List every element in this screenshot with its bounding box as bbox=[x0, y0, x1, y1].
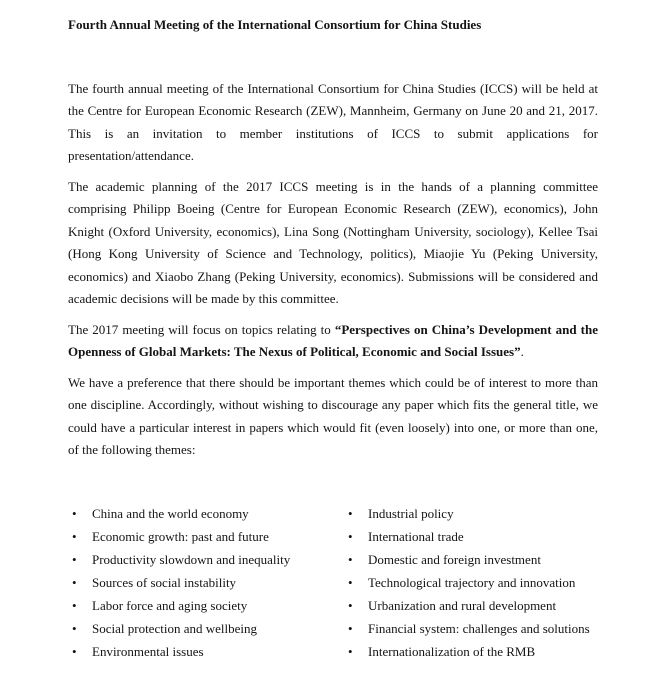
theme-label: International trade bbox=[368, 528, 464, 544]
bullet-icon: • bbox=[348, 505, 353, 521]
focus-theme-title: “Perspectives on China’s Development and the Openness of Global Markets: The Nexus of Political, Economic and Social Issues” bbox=[68, 321, 598, 359]
bullet-icon: • bbox=[348, 574, 353, 590]
bullet-icon: • bbox=[72, 505, 77, 521]
bullet-icon: • bbox=[348, 597, 353, 613]
themes-column-left bbox=[68, 502, 348, 663]
list-item bbox=[348, 525, 598, 548]
paragraph-planning-committee: The academic planning of the 2017 ICCS meeting is in the hands of a planning committee comprising Philipp Boeing (Centre for European Economic Research (ZEW), economics), John Knight (Oxford University, economics), Lina Song (Nottingham University, sociology), Kellee Tsai (Hong Kong University of Science and Technology, politics), Miaojie Yu (Peking University, economics) and Xiaobo Zhang (Peking University, economics). Submissions will be considered and academic decisions will be made by this committee. bbox=[68, 178, 598, 306]
bullet-icon: • bbox=[348, 551, 353, 567]
theme-label: Industrial policy bbox=[368, 505, 454, 521]
theme-label: Labor force and aging society bbox=[92, 597, 248, 613]
list-item bbox=[68, 502, 348, 525]
theme-label: Urbanization and rural development bbox=[368, 597, 557, 613]
paragraph-meeting-intro: The fourth annual meeting of the International Consortium for China Studies (ICCS) will be held at the Centre for European Economic Research (ZEW), Mannheim, Germany on June 20 and 21, 2017. This is an invitation to member institutions of ICCS to submit applications for presentation/attendance. bbox=[68, 80, 598, 163]
bullet-icon: • bbox=[72, 574, 77, 590]
bullet-icon: • bbox=[72, 597, 77, 613]
bullet-icon: • bbox=[72, 551, 77, 567]
list-item bbox=[348, 548, 598, 571]
theme-label: China and the world economy bbox=[92, 505, 249, 521]
theme-label: Social protection and wellbeing bbox=[92, 620, 257, 636]
theme-label: Sources of social instability bbox=[92, 574, 237, 590]
list-item bbox=[68, 640, 348, 663]
focus-lead-text: The 2017 meeting will focus on topics relating to bbox=[68, 321, 335, 337]
document-title: Fourth Annual Meeting of the International Consortium for China Studies bbox=[68, 17, 482, 32]
bullet-icon: • bbox=[72, 643, 77, 659]
theme-label: Domestic and foreign investment bbox=[368, 551, 541, 567]
themes-list bbox=[68, 502, 598, 663]
bullet-icon: • bbox=[348, 620, 353, 636]
list-item bbox=[348, 594, 598, 617]
list-item bbox=[68, 548, 348, 571]
bullet-icon: • bbox=[72, 620, 77, 636]
list-item bbox=[68, 594, 348, 617]
theme-label: Technological trajectory and innovation bbox=[368, 574, 576, 590]
list-item bbox=[348, 571, 598, 594]
list-item bbox=[348, 502, 598, 525]
theme-label: Financial system: challenges and solutions bbox=[368, 620, 590, 636]
list-item bbox=[348, 640, 598, 663]
bullet-icon: • bbox=[72, 528, 77, 544]
themes-column-right bbox=[348, 502, 598, 663]
theme-label: Productivity slowdown and inequality bbox=[92, 551, 291, 567]
list-item bbox=[68, 571, 348, 594]
theme-label: Economic growth: past and future bbox=[92, 528, 269, 544]
paragraph-meeting-focus bbox=[68, 319, 598, 364]
focus-tail-text: . bbox=[520, 344, 524, 359]
list-item bbox=[68, 525, 348, 548]
bullet-icon: • bbox=[348, 643, 353, 659]
theme-label: Internationalization of the RMB bbox=[368, 643, 536, 659]
bullet-icon: • bbox=[348, 528, 353, 544]
list-item bbox=[68, 617, 348, 640]
paragraph-themes-preference: We have a preference that there should be important themes which could be of interest to more than one discipline. Accordingly, without wishing to discourage any paper which fits the general title, we could have a particular interest in papers which would fit (even loosely) into one, or more than one, of the following themes: bbox=[68, 374, 598, 457]
list-item bbox=[348, 617, 598, 640]
theme-label: Environmental issues bbox=[92, 643, 204, 659]
